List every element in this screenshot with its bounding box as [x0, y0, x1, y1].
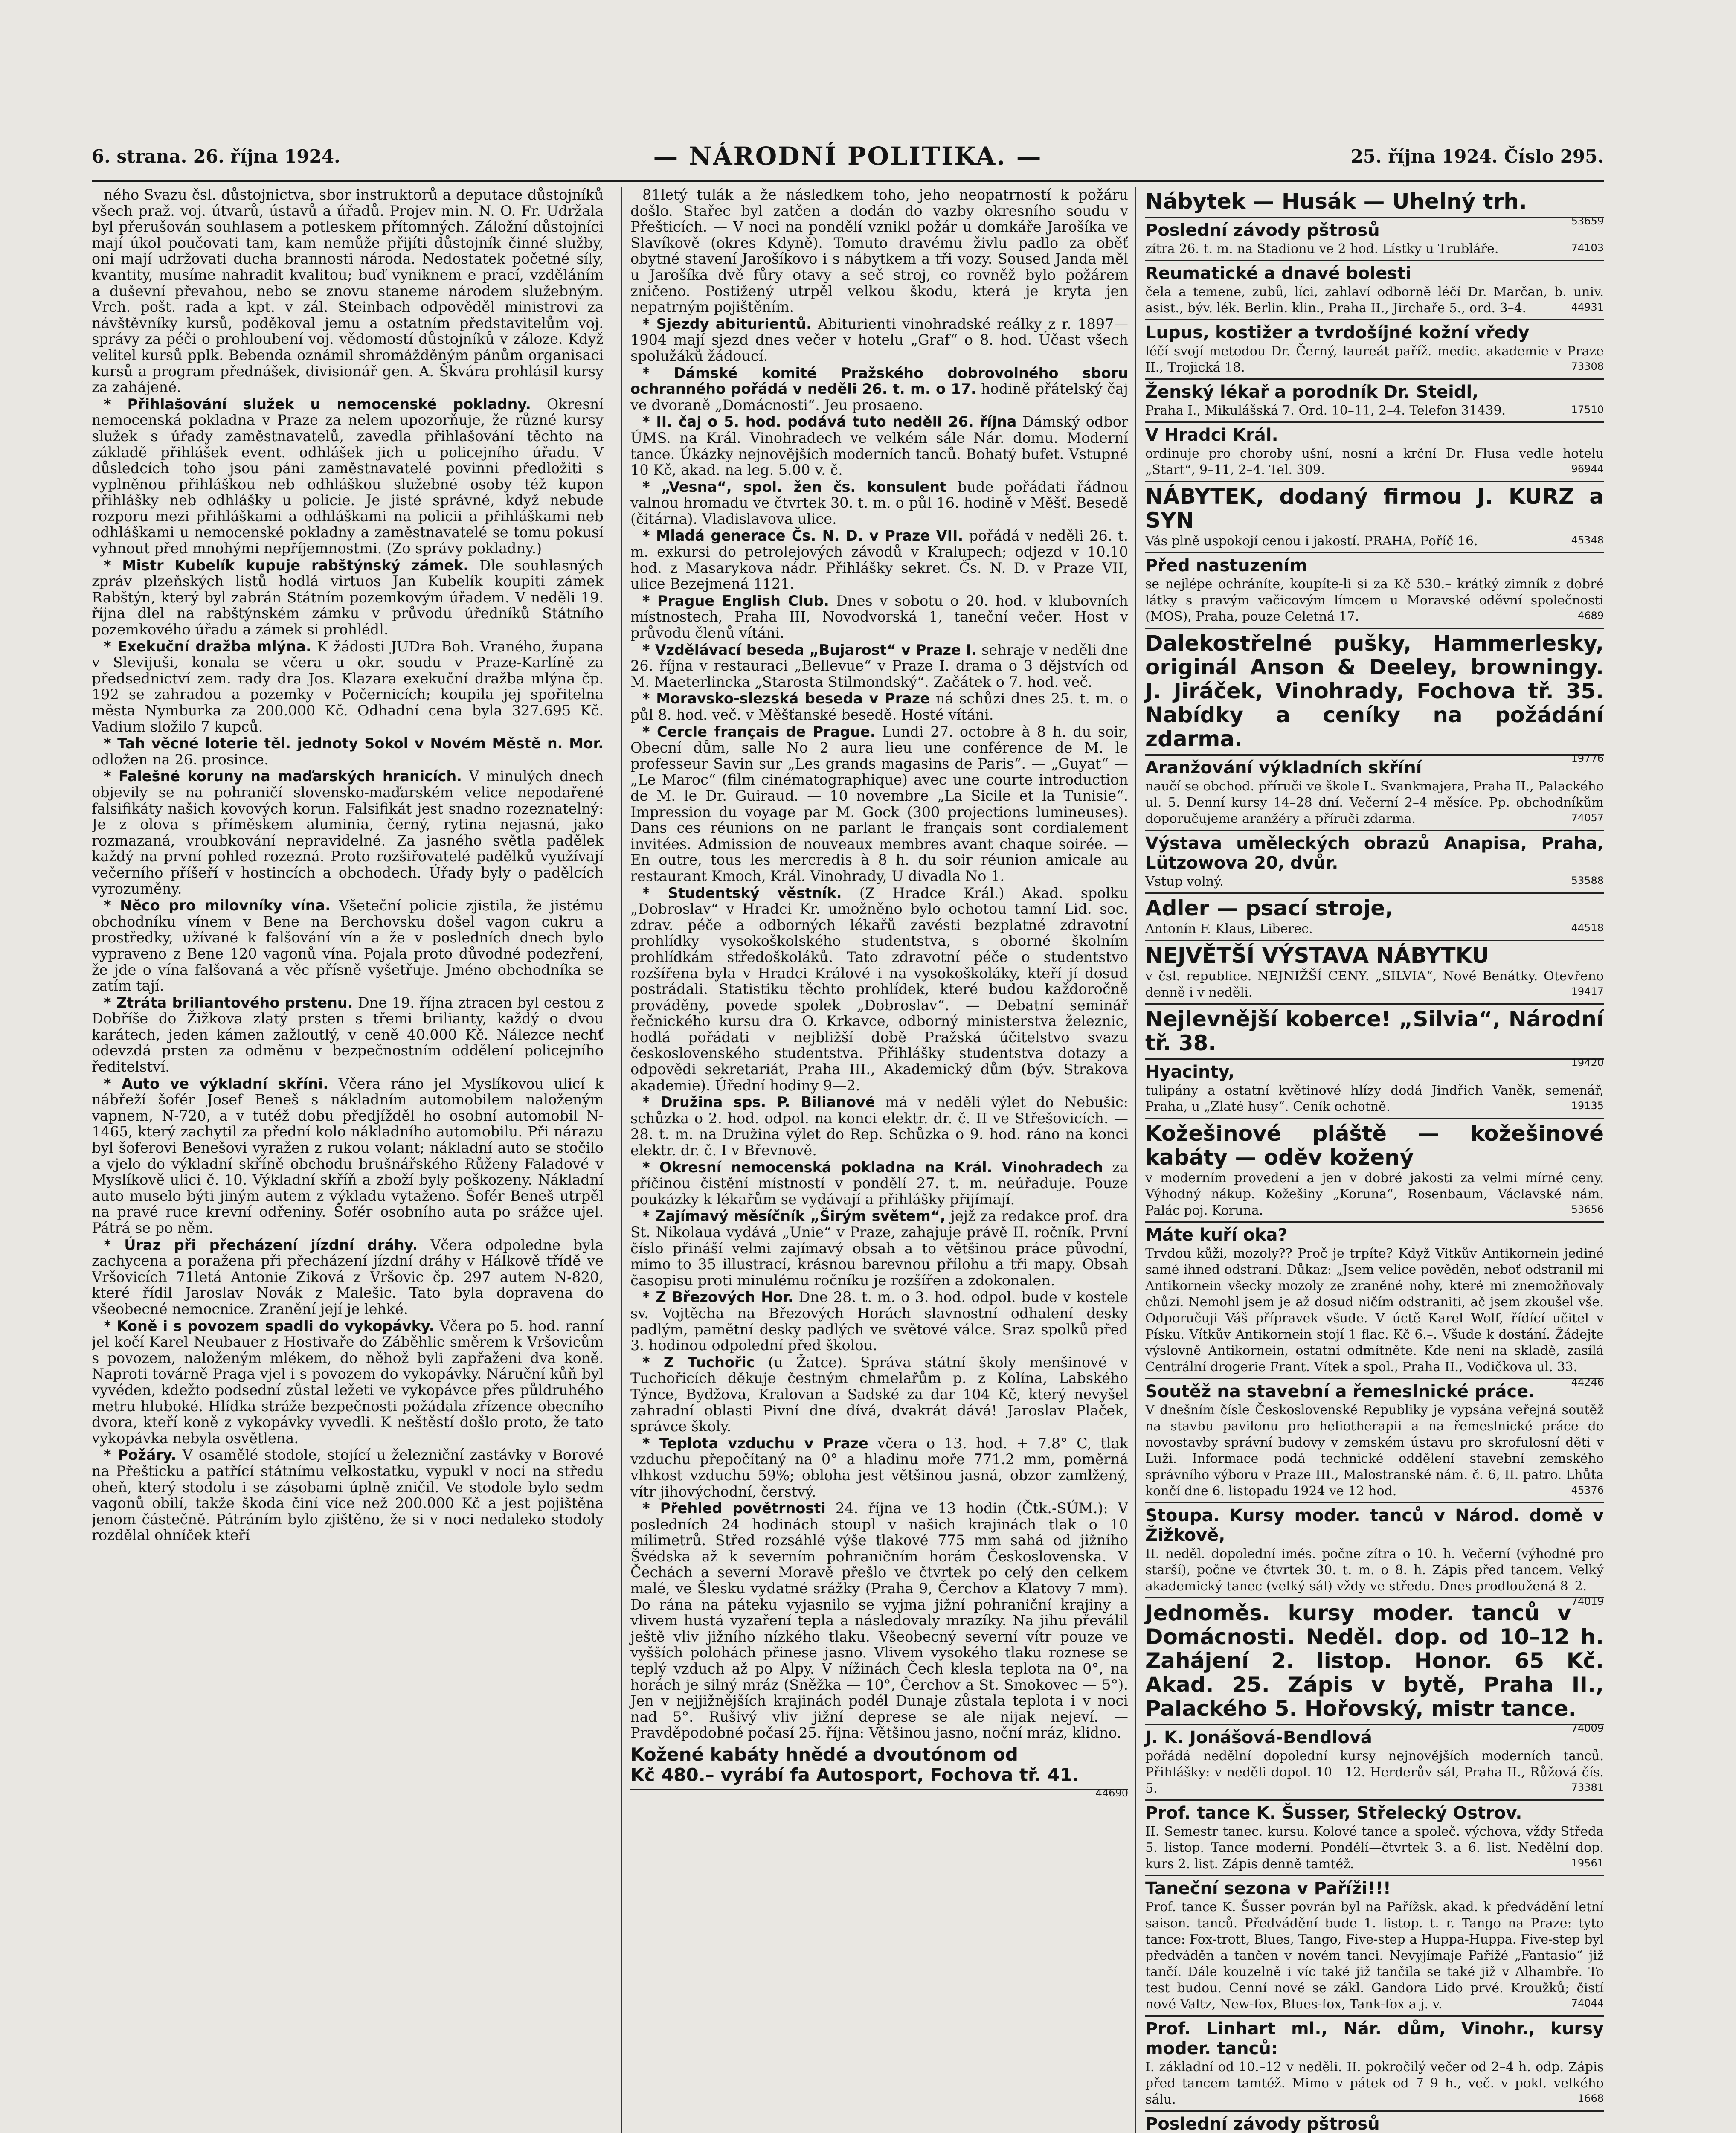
page-number-date: 6. strana. 26. října 1924.: [92, 146, 340, 167]
ad-headline: Výstava uměleckých obrazů Anapisa, Praha, Lützowova 20, dvůr.: [1145, 834, 1604, 873]
classified-ad: [1145, 482, 1604, 553]
ad-body: Trvdou kůži, mozoly?? Proč je trpíte? Když Vitkův Antikornein jediné samé ihned odstraní. Důkaz: „Jsem velice pověděn, neboť odstranil mi Antikornein všecky mozoly ze zraněné nohy, které mi znemožňovaly chůzi. Nemohl jsem je až dosud ničím odstraniti, ač jsem zkoušel vše. Odporučuji Váš přípravek všude. V úctě Karel Wolf, řídící učitel v Písku. Vítkův Antikornein stojí 1 flac. Kč 6.–. Všude k dostání. Žádejte výslovně Antikornein, ostatní odmítněte. Kde není na skladě, zasílá Centrální drogerie Frant. Vítek a spol., Praha II., Vodičkova ul. 33.: [1145, 1246, 1604, 1375]
news-item-title: * Teplota vzduchu v Praze: [642, 1435, 868, 1452]
news-item-title: * Exekuční dražba mlýna.: [104, 638, 311, 655]
news-item-body: ná schůzi dnes 25. t. m. o půl 8. hod. več. v Měšťanské besedě. Hosté vítáni.: [630, 690, 1128, 723]
news-item-title: * Moravsko-slezská beseda v Praze: [642, 690, 930, 707]
ad-code: 4689: [1577, 610, 1604, 622]
ad-body: II. Semestr tanec. kursu. Kolové tance a společ. výchova, vždy Středa 5. listop. Tance moderní. Pondělí—čtvrtek 3. a 6. list. Nedělní dop. kurs 2. list. Zápis denně tamtéž.: [1145, 1824, 1604, 1871]
ad-code: 44246: [1571, 1376, 1604, 1388]
classified-ad: [1145, 1725, 1604, 1801]
classified-ad: [1145, 261, 1604, 320]
news-item: [92, 768, 604, 897]
news-item: [630, 316, 1128, 364]
news-item: [92, 187, 604, 395]
classified-ad: [1145, 1060, 1604, 1119]
news-item-title: * Falešné koruny na maďarských hranicích.: [104, 768, 462, 785]
ad-body: II. neděl. dopolední imés. počne zítra o 10. h. Večerní (výhodné pro starší), počne ve čtvrtek 30. t. m. o 8. h. Zápis před tancem. Velký akademický tanec (velký sál) vždy ve středu. Dnes prodloužená 8–2.: [1145, 1546, 1604, 1594]
ad-body: čela a temene, zubů, líci, zahlaví odborně léčí Dr. Marčan, b. univ. asist., býv. lék. Berlin. klin., Praha II., Jirchaře 5., ord. 3–4.: [1145, 285, 1604, 316]
issue-number-date: 25. října 1924. Číslo 295.: [1350, 146, 1604, 167]
news-item: [630, 642, 1128, 690]
ad-line: Kožené kabáty hnědé a dvoutónom od: [630, 1744, 1018, 1765]
classified-ad: [1145, 831, 1604, 894]
news-item-title: * Něco pro milovníky vína.: [104, 897, 331, 914]
news-item-body: V osamělé stodole, stojící u železniční zastávky v Borové na Přešticku a patřící státnímu velkostatku, vypukl v noci na středu oheň, který stodolu i se zásobami úplně zničil. Ve stodole bylo sedm vagonů obilí, takže škoda činí více než 200.000 Kč a jest pojištěna jenom částečně. Pátráním bylo zjištěno, že si v noci nedaleko stodoly rozdělal ohníček kteří: [92, 1447, 604, 1544]
classified-ad: [1145, 629, 1604, 764]
news-item: [630, 1208, 1128, 1288]
ad-headline: Lupus, kostižer a tvrdošíjné kožní vředy: [1145, 323, 1530, 343]
news-item-title: * Mladá generace Čs. N. D. v Praze VII.: [642, 527, 964, 544]
ad-code: 53656: [1571, 1203, 1604, 1215]
news-item-title: * Koně i s povozem spadli do vykopávky.: [104, 1317, 435, 1334]
classified-ad: [1145, 380, 1604, 423]
news-item-body: Včera odpoledne byla zachycena a poražena při přecházení jízdní dráhy v Hálkově třídě ve Vršovicích 71letá Antonie Ziková z Vršovic čp. 297 autem N-820, které řídil Jaroslav Novák z Malešic. Tato byla dopravena do všeobecné nemocnice. Zranění její je lehké.: [92, 1236, 604, 1317]
news-item-body: za příčinou čistění místností v pondělí 27. t. m. neúřaduje. Pouze poukázky k lékařům se vydávají a přihlášky přijímají.: [630, 1159, 1128, 1208]
ad-body: Praha I., Mikulášská 7. Ord. 10–11, 2–4. Telefon 31439.: [1145, 403, 1506, 418]
news-item-title: * Přehled povětrnosti: [642, 1500, 826, 1517]
ad-code: 19776: [1571, 753, 1604, 764]
masthead-title: — NÁRODNÍ POLITIKA. —: [653, 142, 1042, 171]
classified-ad: [1145, 2112, 1604, 2133]
news-item-title: * Dámské komité Pražského dobrovolného sboru ochranného pořádá v neděli 26. t. m. o 17.: [630, 364, 1128, 398]
ad-headline: Před nastuzením: [1145, 556, 1307, 575]
ad-code: 17510: [1571, 404, 1604, 416]
ad-code: 74103: [1571, 242, 1604, 254]
news-item: [630, 1436, 1128, 1499]
news-item-title: * Tah věcné loterie těl. jednoty Sokol v Novém Městě n. Mor.: [104, 735, 604, 752]
ad-code: 19135: [1571, 1100, 1604, 1112]
classified-ad: [1145, 1119, 1604, 1223]
classified-ad: [1145, 553, 1604, 629]
ad-body: v čsl. republice. NEJNIŽŠÍ CENY. „SILVIA“, Nové Benátky. Otevřeno denně i v neděli.: [1145, 969, 1604, 1000]
ad-code: 45348: [1571, 534, 1604, 546]
news-item-title: * Vzdělávací beseda „Bujarost“ v Praze I.: [642, 641, 977, 658]
news-item-body: Dnes v sobotu o 20. hod. v klubovních místnostech, Praha III, Novodvorská 1, taneční večer. Host v průvodu členů vítáni.: [630, 592, 1128, 642]
news-item-body: 81letý tulák a že následkem toho, jeho neopatrností k požáru došlo. Stařec byl zatčen a dodán do vazby okresního soudu v Přešticích. — V noci na pondělí vznikl požár u domkáře Jarošíka ve Slavíkově (okres Kdyně). Tomuto dravému živlu padlo za oběť obytné stavení Jarošíkovo i s nábytkem a tři vozy. Soused Janda měl u Jarošíka dvě fůry otavy a seč stroj, co rovněž bylo požárem zničeno. Postižený utrpěl velkou škodu, která je kryta jen nepatrným pojištěním.: [630, 187, 1128, 316]
classified-ad: [1145, 1876, 1604, 2017]
news-item-body: Dne 19. října ztracen byl cestou z Dobříše do Žižkova zlatý prsten s třemi brilianty, každý o dvou karátech, jeden kámen zažloutlý, v ceně 40.000 Kč. Nálezce nechť odevzdá prsten za odměnu v bezpečnostním oddělení policejního ředitelství.: [92, 994, 604, 1075]
ad-code: 44518: [1571, 922, 1604, 934]
classified-ad: [1145, 1598, 1604, 1734]
news-item: [630, 187, 1128, 315]
news-item-title: * Úraz při přecházení jízdní dráhy.: [104, 1236, 418, 1253]
ad-body: zítra 26. t. m. na Stadionu ve 2 hod. Lístky u Trubláře.: [1145, 241, 1499, 256]
ad-headline: J. K. Jonášová-Bendlová: [1145, 1728, 1372, 1747]
ad-headline: Poslední závody pštrosů: [1145, 221, 1380, 240]
news-item-body: Všeteční policie zjistila, že jistému obchodníku vínem v Bene na Berchovsku došel vagon cukru a prostředky, užívané k falšování vín a že v posledních dnech bylo vypraveno z Bene 120 vagonů vína. Pojala proto důvodné podezření, že jde o vína falšovaná a věc přísně vyšetřuje. Jméno obchodníka se zatím tají.: [92, 897, 604, 994]
ad-code: 44931: [1571, 301, 1604, 313]
news-item-title: * Z Březových Hor.: [642, 1289, 793, 1306]
ad-headline: Prof. Linhart ml., Nár. dům, Vinohr., kursy moder. tanců:: [1145, 2019, 1604, 2058]
column-1: [92, 187, 604, 2133]
news-item-title: * II. čaj o 5. hod. podává tuto neděli 26. října: [642, 413, 1017, 430]
ad-body: Vás plně uspokojí cenou i jakostí. PRAHA, Poříč 16.: [1145, 534, 1478, 549]
ad-headline: Nejlevnější koberce! „Silvia“, Národní tř. 38.: [1145, 1007, 1604, 1055]
news-item-body: Abiturienti vinohradské reálky z r. 1897—1904 mají sjezd dnes večer v hotelu „Graf“ o 8. hod. Účast všech spolužáků žádoucí.: [630, 315, 1128, 364]
news-item-body: Dle souhlasných zpráv plzeňských listů hodlá virtuos Jan Kubelík koupiti zámek Rabštýn, který byl zabrán Státním pozemkovým úřadem. V neděli 19. října dlel na rabštýnském zámku v průvodu úředníků Státního pozemkového úřadu a zámek si prohlédl.: [92, 557, 604, 638]
ad-code: 44690: [1095, 1787, 1128, 1799]
news-item: [92, 735, 604, 767]
news-item: [630, 1500, 1128, 1741]
news-item: [630, 724, 1128, 884]
ad-body: Antonín F. Klaus, Liberec.: [1145, 921, 1313, 936]
news-item: [92, 1447, 604, 1543]
classified-ad: [1145, 1503, 1604, 1607]
ad-headline: Reumatické a dnavé bolesti: [1145, 264, 1411, 283]
ad-headline: Dalekostřelné pušky, Hammerlesky, originál Anson & Deeley, browningy. J. Jiráček, Vinohrady, Fochova tř. 35. Nabídky a ceníky na požádání zdarma.: [1145, 631, 1604, 751]
news-item-body: K žádosti JUDra Boh. Vraného, župana v Slevijuši, konala se včera u okr. soudu v Praze-Karlíně za předsednictví zem. rady dra Jos. Klazara exekuční dražba mlýna čp. 192 se zahradou a pozemky v Počernicích; koupila jej spořitelna města Nymburka za 200.000 Kč. Odhadní cena byla 327.695 Kč. Vadium složilo 7 kupců.: [92, 638, 604, 735]
news-item-body: Včera ráno jel Myslíkovou ulicí k nábřeží šofér Josef Beneš s nákladním automobilem naloženým vapnem, N-720, a v tutéž dobu předjížděl ho osobní automobil N-1465, který zachytil za přední kolo nákladního automobilu. Při nárazu byl šoferovi Benešovi vyražen z rukou volant; nákladní auto se stočilo a vjelo do výkladní skříně obchodu brušnářského Růženy Faladové v Myslíkově ulici č. 10. Výkladní skříň a zboží byly poškozeny. Nákladní auto muselo býti jiným autem z výkladu vytaženo. Šofér Beneš utrpěl na pravé ruce krevní odřeniny. Šofér osobního auta po srážce ujel. Pátrá se po něm.: [92, 1075, 604, 1236]
news-item-body: jejž za redakce prof. dra St. Nikolaua vydává „Unie“ v Praze, zahajuje právě II. ročník. První číslo přináší velmi zajímavý obsah a to většinou práce původní, mimo to 35 illustrací, krásnou barevnou přílohu a tři mapy. Obsah časopisu proti minulému ročníku je rozšířen a zdokonalen.: [630, 1208, 1128, 1289]
news-item-title: * Požáry.: [104, 1447, 177, 1464]
news-item: [92, 1318, 604, 1447]
classified-ad: [1145, 1379, 1604, 1503]
news-item: [630, 1354, 1128, 1435]
classified-ad: [1145, 423, 1604, 482]
classified-ad: [1145, 1005, 1604, 1069]
ad-headline: Stoupa. Kursy moder. tanců v Národ. domě v Žižkově,: [1145, 1506, 1604, 1545]
news-item-title: * Z Tuchořic: [642, 1354, 755, 1371]
news-item: [92, 396, 604, 557]
ad-code: 73308: [1571, 360, 1604, 372]
news-item-body: pořádá v neděli 26. t. m. exkursi do petrolejových závodů v Kralupech; odjezd v 10.10 hod. z Masarykova nádr. Přihlášky sekret. Čs. N. D. v Praze VII, ulice Bezejmená 1121.: [630, 527, 1128, 593]
ad-code: 74057: [1571, 812, 1604, 824]
classified-ad: [1145, 756, 1604, 831]
news-item: [630, 691, 1128, 723]
news-item-body: Dne 28. t. m. o 3. hod. odpol. bude v kostele sv. Vojtěcha na Březových Horách slavnostní odhalení desky padlým, pamětní desky padlých ve světové válce. Sraz spolků před 3. hodinou odpolední před školou.: [630, 1289, 1128, 1354]
news-item-body: (u Žatce). Správa státní školy menšinové v Tuchořicích děkuje čestným chmelařům p. z Kolína, Labského Týnce, Bydžova, Kralovan a Sadské za dar 104 Kč, který nevyšel zahradní oblasti Pivní dne dívá, dvakrát dává! Jaroslav Plaček, správce školy.: [630, 1354, 1128, 1435]
news-item-title: * Zajímavý měsíčník „Širým světem“,: [642, 1208, 946, 1225]
ad-code: 19417: [1571, 985, 1604, 997]
ad-headline: Ženský lékař a porodník Dr. Steidl,: [1145, 382, 1479, 402]
ad-code: 73381: [1571, 1781, 1604, 1793]
news-item-body: (Z Hradce Král.) Akad. spolku „Dobroslav“ v Hradci Kr. umožněno bylo ochotou tamní Lid. soc. zdrav. péče a odborných lékařů zavésti bezplatné zdravotní prohlídky vysokoškolského studentstva, s oborné školním prohlídkám středoškoláků. Tato zdravotní péče o studentstvo rozšířena byla v Hradci Králové i na vysokoškoláky, kteří jí dosud postrádali. Statistiku těchto prohlídek, které budou každoročně prováděny, povede spolek „Dobroslav“. — Debatní seminář řečnického kursu dra O. Krkavce, odborný ministerstva železnic, hodlá pořádati v nejbližší době Pražská účitelstvo svazu československého studentstva. Přihlášky studentstva dotazy a odpovědi sekretariát, Praha III., Akademický dům (býv. Strakova akademie). Úřední hodiny 9—2.: [630, 884, 1128, 1094]
news-item: [630, 1094, 1128, 1158]
ad-headline: Hyacinty,: [1145, 1062, 1235, 1082]
news-item-title: * „Vesna“, spol. žen čs. konsulent: [642, 478, 947, 495]
news-item-body: Včera po 5. hod. ranní jel kočí Karel Neubauer z Hostivaře do Záběhlic směrem k Vršovicům s povozem, naloženým mlékem, do něhož byli zapřaženi dva koně. Naproti továrně Praga vjel i s povozem do vykopávky. Náruční kůň byl vyvéden, kdežto podsední zůstal ležeti ve vykopávce přes půldruhého metru hluboké. Hlídka stráže bezpečnosti požádala zřízence obecního dvora, kteří koně z vykopávky vyvedli. K neštěstí došlo proto, že tato vykopávka nebyla osvětlena.: [92, 1317, 604, 1447]
classified-ad: [1145, 941, 1604, 1005]
news-item: [630, 528, 1128, 592]
news-item: [92, 995, 604, 1075]
news-item: [630, 593, 1128, 641]
news-item-body: má v neděli výlet do Nebušic: schůzka o 2. hod. odpol. na konci elektr. dr. č. II ve Střešovicích. — 28. t. m. na Družina výlet do Rep. Schůzka o 9. hod. ráno na konci elektr. dr. č. I v Břevnově.: [630, 1094, 1128, 1159]
classified-ad: [1145, 218, 1604, 261]
news-item: [630, 365, 1128, 413]
ad-code: 53659: [1571, 215, 1604, 227]
ad-body: v moderním provedení a jen v dobré jakosti za velmi mírné ceny. Výhodný nákup. Kožešiny „Koruna“, Rosenbaum, Václavské nám. Palác poj. Koruna.: [1145, 1171, 1604, 1218]
ad-code: 74019: [1571, 1595, 1604, 1607]
news-item-title: * Mistr Kubelík kupuje rabštýnský zámek.: [104, 557, 469, 574]
ad-headline: Poslední závody pštrosů: [1145, 2114, 1380, 2133]
page-header: [92, 142, 1604, 182]
inline-advertisement: [630, 1742, 1128, 1799]
classified-ad: [1145, 320, 1604, 380]
news-item-title: * Ztráta briliantového prstenu.: [104, 994, 353, 1011]
news-item-body: Lundi 27. octobre à 8 h. du soir, Obecní dům, salle No 2 aura lieu une conférence de M. le professeur Savin sur „Les grands magasins de Paris“. — „Guyat“ — „Le Maroc“ (film cinématographique) avec une courte introduction de M. le Dr. Guiraud. — 10 novembre „La Sicile et la Tunisie“. Impression du voyage par M. Gock (300 projections lumineuses). Dans ces réunions on ne parlant le français sont cordialement invitées. Admission de nouveaux membres avant chaque soirée. — En outre, tous les mercredis à 8 h. du soir réunion amicale au restaurant Kmoch, Král. Vinohrady, U divadla No 1.: [630, 723, 1128, 884]
news-item: [630, 414, 1128, 478]
ad-body: pořádá nedělní dopolední kursy nejnovějších moderních tanců. Přihlášky: v neděli dopol. 10—12. Herderův sál, Praha II., Růžová čís. 5.: [1145, 1749, 1604, 1796]
news-item-body: odložen na 26. prosince.: [92, 751, 269, 768]
ad-body: naučí se obchod. příruči ve škole L. Svankmajera, Praha II., Palackého ul. 5. Denní kursy 14–28 dní. Večerní 2–4 měsíce. Pp. obchodníkům doporučujeme aranžéry a příruči zdarma.: [1145, 779, 1604, 826]
news-item-title: * Okresní nemocenská pokladna na Král. Vinohradech: [642, 1159, 1103, 1176]
ad-body: tulipány a ostatní květinové hlízy dodá Jindřich Vaněk, semenář, Praha, u „Zlaté husy“. Ceník ochotně.: [1145, 1083, 1604, 1114]
ad-body: se nejlépe ochráníte, koupíte-li si za Kč 530.– krátký zimník z dobré látky s pravým vačicovým límcem u Moravské oděvní společnosti (MOS), Praha, pouze Celetná 17.: [1145, 577, 1604, 624]
news-item-title: * Sjezdy abiturientů.: [642, 315, 812, 332]
column-3-advertisements: [1135, 187, 1604, 2133]
ad-headline: Nábytek — Husák — Uhelný trh.: [1145, 189, 1527, 214]
ad-headline: Prof. tance K. Šusser, Střelecký Ostrov.: [1145, 1803, 1522, 1823]
ad-body: V dnešním čísle Československé Republiky je vypsána veřejná soutěž na stavbu pavilonu pro heliotherapii a na řemeslnické práce do novostavby správní budovy v zemském ústavu pro skrofulosní děti v Luži. Informace podá technické oddělení stavební zemského správního výboru v Praze III., Malostranské nám. č. 6, II. patro. Lhůta končí dne 6. listopadu 1924 ve 12 hod.: [1145, 1403, 1604, 1499]
news-item-body: bude pořádati řádnou valnou hromadu ve čtvrtek 30. t. m. o půl 16. hodině v Měšť. Besedě (čitárna). Vladislavova ulice.: [630, 478, 1128, 527]
ad-code: 74009: [1571, 1722, 1604, 1734]
news-item-title: * Přihlašování služek u nemocenské pokladny.: [104, 395, 531, 413]
news-item-title: * Cercle français de Prague.: [642, 723, 876, 740]
news-item-body: 24. října ve 13 hodin (Čtk.-SÚM.): V posledních 24 hodinách stoupl v našich krajinách tlak o 10 milimetrů. Střed rozsáhlé výše tlakové 775 mm sahá od jižního Švédska až k severním pohraničním horám Československa. V Čechách a severní Moravě přešlo ve čtvrtek po celý den celkem malé, ve Šlesku vydatné srážky (Praha 9, Čerchov a Klatovy 7 mm). Do rána na páteku vyjasnilo se vyjma jižní pohraniční krajiny a vlivem hustá vyzaření tepla a následovaly mrazíky. Na jihu převálil ještě vliv jižního nízkého tlaku. Všeobecný severní vítr pouze ve vyšších polohách přinese jasno. Vlivem vysokého tlaku roznese se teplý vzduch až po Alpy. V nížinách Čech klesla teplota na 0°, na horách je silný mráz (Sněžka — 10°, Čerchov a St. Smokovec — 5°). Jen v nejjižnějších krajinách podél Dunaje zůstala teplota i v noci nad 5°. Rušivý vliv jižní deprese se ale nijak nejeví. — Pravděpodobné počasí 25. října: Většinou jasno, noční mráz, klidno.: [630, 1500, 1128, 1741]
classified-ad: [1145, 2017, 1604, 2112]
ad-line: Kč 480.– vyrábí fa Autosport, Fochova tř. 41.: [630, 1764, 1079, 1785]
ad-body: léčí svojí metodou Dr. Černý, laureát paříž. medic. akademie v Praze II., Trojická 18.: [1145, 344, 1604, 375]
news-item-body: Okresní nemocenská pokladna v Praze za nelem upozorňuje, že různé kursy služek s úřady zaměstnavatelů, zavedla přihlašování těchto na základě přihlášek event. odhlášek jich u policejního úřadu. V důsledcích toho jsou páni zaměstnavatelé povinni předložiti s vyplněnou přihláškou neb odhláškou služebné osoby též kupon přihlášky neb odhlášky u policie. Je jisté správné, když nebude rozporu mezi přihláškami a odhláškami na policii a přihláškami neb odhláškami u nemocenské pokladny a zaměstnavatelé se tomu pokusí vyhnout před mnohými nepříjemnostmi. (Zo správy pokladny.): [92, 395, 604, 557]
classified-ad: [1145, 1801, 1604, 1876]
news-item-title: * Družina sps. P. Bilianové: [642, 1094, 875, 1111]
classified-ad: [1145, 1223, 1604, 1388]
news-item: [92, 1076, 604, 1236]
ad-headline: NEJVĚTŠÍ VÝSTAVA NÁBYTKU: [1145, 943, 1489, 968]
news-item-body: sehraje v neděli dne 26. října v restauraci „Bellevue“ v Praze I. drama o 3 dějstvích od M. Maeterlincka „Starosta Stilmondský“. Začátek o 7. hod. več.: [630, 641, 1128, 690]
ad-headline: Kožešinové pláště — kožešinové kabáty — oděv kožený: [1145, 1121, 1604, 1170]
ad-headline: NÁBYTEK, dodaný firmou J. KURZ a SYN: [1145, 484, 1604, 533]
ad-code: 74044: [1571, 1997, 1604, 2009]
ad-headline: Jednoměs. kursy moder. tanců v Domácnosti. Neděl. dop. od 10–12 h. Zahájení 2. listop. Honor. 65 Kč. Akad. 25. Zápis v bytě, Praha II., Palackého 5. Hořovský, mistr tance.: [1145, 1601, 1604, 1721]
classified-ad: [1145, 894, 1604, 941]
news-item: [630, 1289, 1128, 1353]
ad-body: Prof. tance K. Šusser povrán byl na Pařížsk. akad. k předvádění letní saison. tanců. Předvádění bude 1. listop. t. r. Tango na Praze: tyto tance: Fox-trott, Blues, Tango, Five-step a Huppa-Huppa. Five-step byl předváděn a tančen v novém tanci. Nevyjímaje Pařížé „Fantasio“ již tančí. Dále kouzelně i víc také již tančila se také již v Alhambře. To test budou. Cenní nové se zákl. Gandora Lido prvé. Kroužků; čistí nové Valtz, New-fox, Blues-fox, Tank-fox a j. v.: [1145, 1900, 1604, 2012]
ad-body: Vstup volný.: [1145, 874, 1224, 889]
news-item-body: hodině přátelský čaj ve dvoraně „Domácnosti“. Jeu prosaeno.: [630, 381, 1128, 413]
column-2: [621, 187, 1128, 2133]
ad-body: I. základní od 10.–12 v neděli. II. pokročilý večer od 2–4 h. odp. Zápis před tancem tamtéž. Mimo v pátek od 7–9 h., več. v pokl. velkého sálu.: [1145, 2060, 1604, 2107]
ad-headline: Aranžování výkladních skříní: [1145, 758, 1422, 778]
ad-code: 45376: [1571, 1484, 1604, 1496]
ad-code: 1668: [1577, 2092, 1604, 2104]
ad-code: 19561: [1571, 1857, 1604, 1869]
news-item: [92, 639, 604, 735]
classified-ad: [1145, 187, 1604, 227]
ad-code: 96944: [1571, 463, 1604, 475]
news-item-title: * Auto ve výkladní skříni.: [104, 1075, 329, 1092]
news-item-body: ného Svazu čsl. důstojnictva, sbor instruktorů a deputace důstojníků všech praž. voj. útvarů, ústavů a úřadů. Projev min. N. O. Fr. Udržala byl přerušován souhlasem a potleskem přítomných. Záložní důstojníci mají úkol poučovati tam, kam nemůže přijíti důstojník činné služby, oni mají udržovati ducha brannosti národa. Nedostatek početné síly, kvantity, musíme nahradit kvalitou; buď vyniknem e prací, vzděláním a duševní převahou, nebo se znovu staneme národem služebným. Vrch. pošt. rada a kpt. v zál. Steinbach odpověděl ministrovi za návštěvníky kursů, poděkoval jemu a ostatním představitelům voj. správy za péči o prohloubení voj. vědomostí důstojníků v záloze. Když velitel kursů pplk. Bebenda oznámil shromážděným pánům organisaci kursů a program přednášek, divisionář gen. A. Škvára prohlásil kursy za zahájené.: [92, 187, 604, 396]
ad-body: ordinuje pro choroby ušní, nosní a krční Dr. Flusa vedle hotelu „Start“, 9–11, 2–4. Tel. 309.: [1145, 446, 1604, 477]
ad-code: 19420: [1571, 1057, 1604, 1069]
news-item: [630, 885, 1128, 1094]
news-item: [92, 558, 604, 638]
news-item-title: * Prague English Club.: [642, 592, 829, 609]
news-item-body: V minulých dnech objevily se na pohraničí slovensko-maďarském velice nepodařené falsifikáty našich kovových korun. Falsifikát jest snadno rozeznatelný: Je z olova s příměskem aluminia, černý, rytina nejasná, jako rozmazaná, vroubkování nepravidelné. Za jasného světla padělek každý na první pohled rozezná. Proto rozšiřovatelé padělků využívají večerního příšeří v hostincích a obchodech. Úřady byly o padělcích vyrozuměny.: [92, 768, 604, 897]
ad-headline: Taneční sezona v Paříži!!!: [1145, 1879, 1391, 1898]
news-item: [630, 1159, 1128, 1208]
ad-headline: Soutěž na stavební a řemeslnické práce.: [1145, 1382, 1535, 1401]
news-item: [92, 898, 604, 994]
ad-headline: V Hradci Král.: [1145, 425, 1278, 445]
news-item-body: včera o 13. hod. + 7.8° C, tlak vzduchu přepočítaný na 0° a hladinu moře 771.2 mm, poměrná vlhkost vzduchu 59%; obloha jest většinou jasná, obzor zamlžený, vítr jihovýchodní, čerstvý.: [630, 1435, 1128, 1500]
ad-code: 53588: [1571, 875, 1604, 886]
news-item: [92, 1237, 604, 1317]
news-item-body: Dámský odbor ÚMS. na Král. Vinohradech ve velkém sále Nár. domu. Moderní tance. Úkázky nejnovějších moderních tanců. Bohatý bufet. Vstupné 10 Kč, akad. na leg. 5.00 v. č.: [630, 413, 1128, 479]
ad-headline: Adler — psací stroje,: [1145, 896, 1393, 921]
news-item-title: * Studentský věstník.: [642, 884, 842, 901]
ad-headline: Máte kuří oka?: [1145, 1225, 1288, 1245]
news-item: [630, 479, 1128, 527]
